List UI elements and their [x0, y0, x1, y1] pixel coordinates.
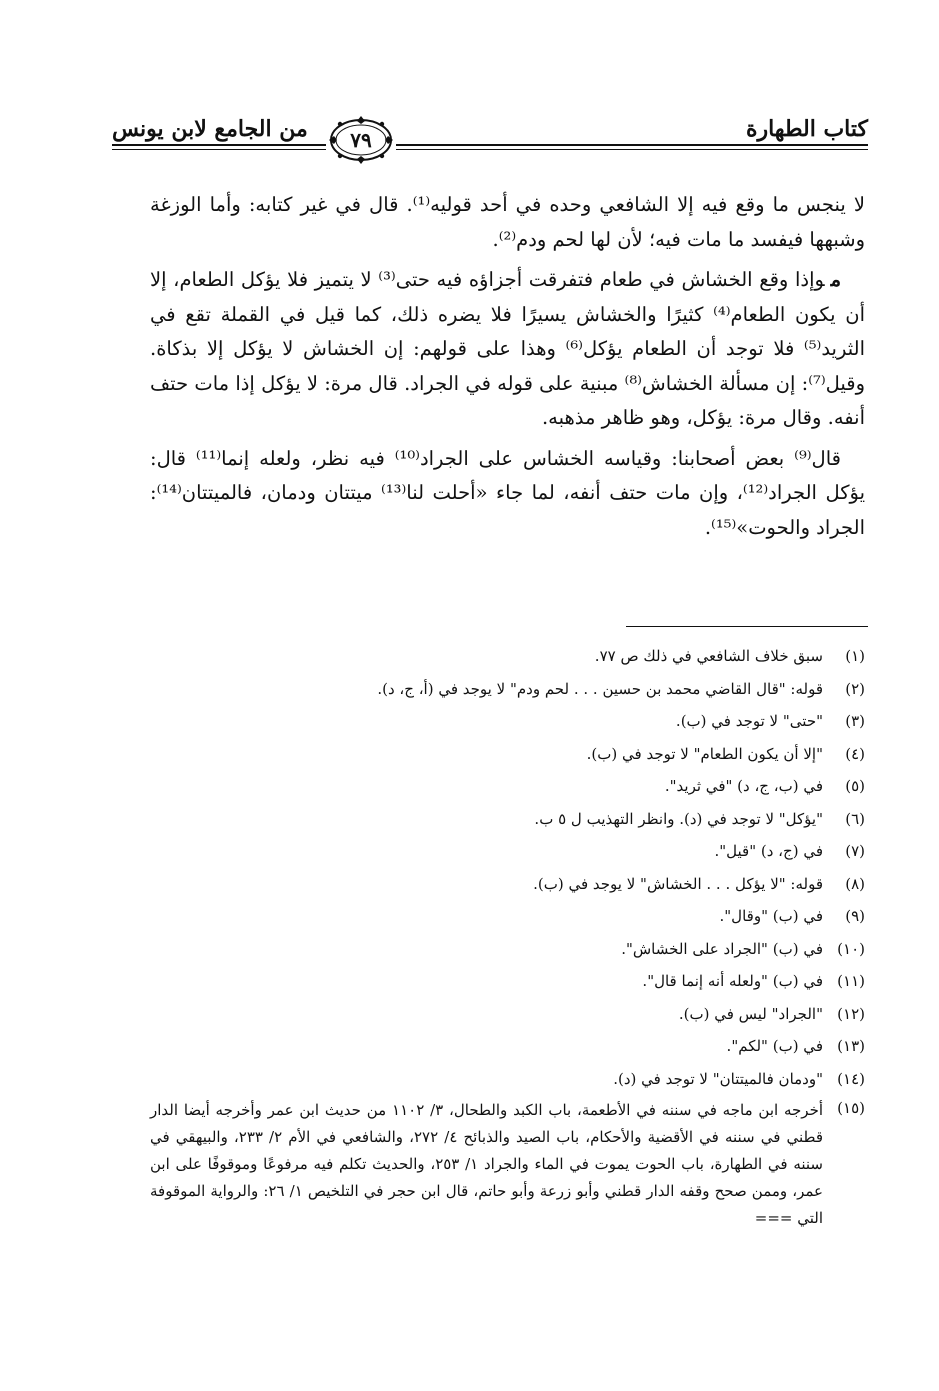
- footnote-number: (١): [845, 647, 865, 665]
- footnote-text: "يؤكل" لا توجد في (د). وانظر التهذيب ل ٥ ب.: [534, 809, 823, 828]
- footnote: [150, 965, 865, 998]
- footnote-number: (٣): [845, 712, 865, 730]
- footnote-text: في (ب) "وقال".: [719, 907, 823, 925]
- footnote-separator: [626, 626, 868, 627]
- chapter-title: كتاب الطهارة: [745, 116, 868, 142]
- paragraph-marker: م: [830, 268, 842, 291]
- footnote-text: "الجراد" ليس في (ب).: [678, 1004, 823, 1023]
- footnote-number: (١٥): [837, 1099, 865, 1117]
- footnote: [150, 803, 865, 836]
- footnote: [150, 933, 865, 966]
- footnote: [150, 1063, 865, 1096]
- footnote-number: (٥): [845, 777, 865, 795]
- page-number-ornament: [326, 114, 396, 166]
- paragraph-1: لا ينجس ما وقع فيه إلا الشافعي وحده في أحد قوليه⁽¹⁾. قال في غير كتابه: وأما الوزغة وشبهها فيفسد ما مات فيه؛ لأن لها لحم ودم⁽²⁾.: [150, 193, 866, 251]
- footnote-number: (١٠): [837, 939, 865, 958]
- footnote: [150, 835, 865, 868]
- footnote: [150, 673, 865, 706]
- footnote-number: (١٣): [837, 1037, 865, 1055]
- footnote: [150, 1095, 865, 1232]
- footnote-number: (٤): [845, 744, 865, 763]
- footnote-number: (١١): [837, 972, 865, 990]
- footnote-number: (٦): [845, 809, 865, 828]
- page-number: ٧٩: [350, 128, 372, 152]
- footnote-text: في (ب، ج، د) "في ثريد".: [664, 777, 823, 795]
- footnote-text: في (ج، د) "قيل".: [714, 842, 823, 860]
- footnote-number: (٩): [845, 907, 865, 925]
- footnote: [150, 705, 865, 738]
- footnote-text: سبق خلاف الشافعي في ذلك ص ٧٧.: [594, 647, 823, 665]
- footnote-text: في (ب) "لكم".: [726, 1037, 823, 1055]
- footnote-number: (٢): [845, 679, 865, 698]
- footnote-number: (٨): [845, 874, 865, 893]
- main-text: [150, 188, 865, 551]
- paragraph-2-text: وإذا وقع الخشاش في طعام فتفرقت أجزاؤه فيه حتى⁽³⁾ لا يتميز فلا يؤكل الطعام، إلا أن يكون الطعام⁽⁴⁾ كثيرًا والخشاش يسيرًا فلا يضره ذلك، كما قيل في القملة تقع في الثريد⁽⁵⁾ فلا توجد أن الطعام يؤكل⁽⁶⁾ وهذا على قولهم: إن الخشاش لا يؤكل إلا بذكاة. وقيل⁽⁷⁾: إن مسألة الخشاش⁽⁸⁾ مبنية على قوله في الجراد. قال مرة: لا يؤكل إذا مات حتف أنفه. وقال مرة: يؤكل، وهو ظاهر مذهبه.: [150, 268, 866, 429]
- footnote: [150, 900, 865, 933]
- footnote-text: في (ب) "ولعله أنه إنما قال".: [642, 972, 823, 990]
- footnote-number: (١٢): [837, 1004, 865, 1023]
- paragraph-3: قال⁽⁹⁾ بعض أصحابنا: وقياسه الخشاس على الجراد⁽¹⁰⁾ فيه نظر، ولعله إنما⁽¹¹⁾ قال: يؤكل الجراد⁽¹²⁾، وإن مات حتف أنفه، لما جاء «أحلت لنا⁽¹³⁾ ميتتان ودمان، فالميتتان⁽¹⁴⁾: الجراد والحوت»⁽¹⁵⁾.: [150, 446, 865, 539]
- footnote: [150, 770, 865, 803]
- footnote-number: (١٤): [837, 1069, 865, 1088]
- footnotes: [150, 640, 865, 1232]
- footnote: [150, 998, 865, 1031]
- footnote-text: في (ب) "الجراد على الخشاش".: [621, 939, 823, 958]
- footnote: [150, 640, 865, 673]
- page-header: [112, 108, 868, 168]
- footnote: [150, 868, 865, 901]
- book-title: من الجامع لابن يونس: [112, 116, 308, 142]
- paragraph-2: [150, 263, 865, 436]
- footnote-text: "ودمان فالميتتان" لا توجد في (د).: [613, 1069, 823, 1088]
- footnote-number: (٧): [845, 842, 865, 860]
- footnote: [150, 1030, 865, 1063]
- footnote-text: أخرجه ابن ماجه في سننه في الأطعمة، باب الكبد والطحال، ٣/ ١١٠٢ من حديث ابن عمر وأخرجه أيضا الدار قطني في سننه في الأقضية والأحكام، باب الصيد والذبائح ٤/ ٢٧٢، والشافعي في الأم ٢/ ٢٣٣، والبيهقي في سننه في الطهارة، باب الحوت يموت في الماء والجراد ١/ ٢٥٣، والحديث تكلم فيه مرفوعًا وموقوفًا على ابن عمر، وممن صحح وقفه الدار قطني وأبو زرعة وأبو حاتم، قال ابن حجر في التلخيص ١/ ٢٦: والرواية الموقوفة التي ===: [150, 1101, 824, 1227]
- footnote: [150, 738, 865, 771]
- footnote-text: "إلا أن يكون الطعام" لا توجد في (ب).: [586, 744, 823, 763]
- footnote-text: قوله: "لا يؤكل . . . الخشاش" لا يوجد في (ب).: [533, 874, 823, 893]
- footnote-text: قوله: "قال القاضي محمد بن حسين . . . لحم ودم" لا يوجد في (أ، ج، د).: [377, 679, 823, 698]
- header-rule-thin: [112, 149, 868, 150]
- footnote-text: "حتى" لا توجد في (ب).: [675, 712, 823, 730]
- header-rule: [112, 144, 868, 146]
